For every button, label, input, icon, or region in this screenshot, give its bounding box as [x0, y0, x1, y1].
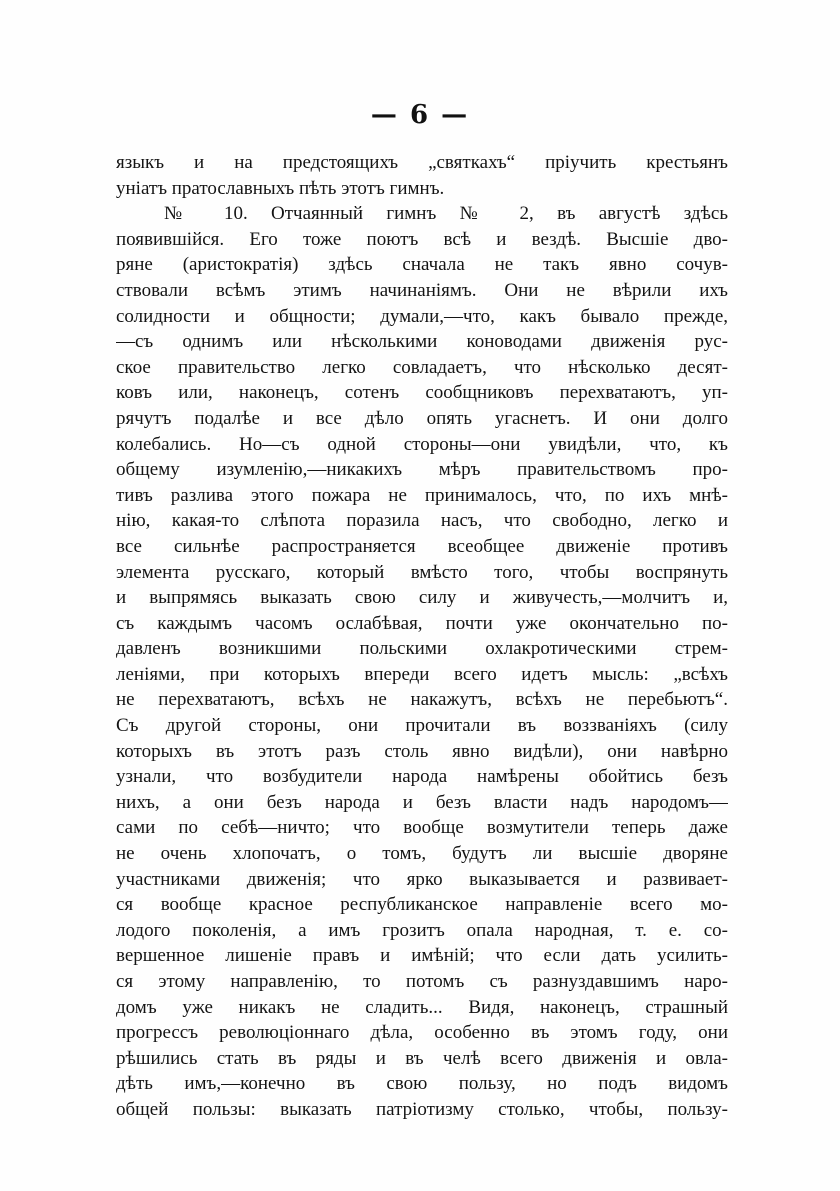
- text-line: участниками движенія; что ярко выказывается и развивает-: [116, 868, 728, 890]
- text-line: ся вообще красное республиканское направленіе всего мо-: [116, 894, 728, 916]
- text-line: ское правительство легко совладаетъ, что нѣсколько десят-: [116, 356, 728, 378]
- text-line: солидности и общности; думали,—что, какъ бывало прежде,: [116, 305, 728, 327]
- text-line: рѣшились стать въ ряды и въ челѣ всего движенія и овла-: [116, 1047, 728, 1069]
- text-line: съ каждымъ часомъ ослабѣвая, почти уже окончательно по-: [116, 612, 728, 634]
- body-text: [116, 150, 728, 1123]
- text-line: языкъ и на предстоящихъ „святкахъ“ пріучить крестьянъ: [116, 152, 728, 173]
- text-line: общему изумленію,—никакихъ мѣръ правительствомъ про-: [116, 459, 728, 481]
- text-line: элемента русскаго, который вмѣсто того, чтобы воспрянуть: [116, 561, 728, 583]
- text-line: ся этому направленію, то потомъ съ разнуздавшимъ наро-: [116, 971, 728, 992]
- text-line: ковъ или, наконецъ, сотенъ сообщниковъ перехватаютъ, уп-: [116, 382, 728, 404]
- text-line: которыхъ въ этотъ разъ столь явно видѣли), они навѣрно: [116, 740, 728, 762]
- text-line: вершенное лишеніе правъ и имѣній; что если дать усилить-: [116, 945, 728, 967]
- text-line: прогрессъ революціоннаго дѣла, особенно въ этомъ году, они: [116, 1022, 728, 1044]
- text-line: дѣть имъ,—конечно въ свою пользу, но подъ видомъ: [116, 1073, 728, 1095]
- text-line: рячутъ подалѣе и все дѣло опять угаснетъ. И они долго: [116, 407, 728, 429]
- text-line: сами по себѣ—ничто; что вообще возмутители теперь даже: [116, 817, 728, 839]
- text-line: не очень хлопочатъ, о томъ, будутъ ли высшіе дворяне: [116, 843, 728, 865]
- text-line: появившійся. Его тоже поютъ всѣ и вездѣ. Высшіе дво-: [116, 228, 728, 250]
- text-line: ствовали всѣмъ этимъ начинаніямъ. Они не вѣрили ихъ: [116, 279, 728, 301]
- text-line: Съ другой стороны, они прочитали въ воззваніяхъ (силу: [116, 715, 728, 737]
- text-line: тивъ разлива этого пожара не принималось, что, по ихъ мнѣ-: [116, 484, 728, 506]
- text-line: леніями, при которыхъ впереди всего идетъ мысль: „всѣхъ: [116, 663, 728, 685]
- text-line: не перехватаютъ, всѣхъ не накажутъ, всѣхъ не перебьютъ“.: [116, 689, 728, 711]
- text-line: все сильнѣе распространяется всеобщее движеніе противъ: [116, 535, 728, 557]
- text-line: № 10. Отчаянный гимнъ № 2, въ августѣ здѣсь: [164, 203, 728, 225]
- text-line: общей пользы: выказать патріотизму столько, чтобы, пользу-: [116, 1098, 728, 1120]
- text-line: колебались. Но—съ одной стороны—они увидѣли, что, къ: [116, 433, 728, 455]
- page-number: — 6 —: [370, 100, 470, 130]
- text-line: —съ однимъ или нѣсколькими коноводами движенія рус-: [116, 331, 728, 353]
- text-line: узнали, что возбудители народа намѣрены обойтись безъ: [116, 766, 728, 788]
- text-line: домъ уже никакъ не сладить... Видя, наконецъ, страшный: [116, 996, 728, 1018]
- text-line: и выпрямясь выказать свою силу и живучесть,—молчитъ и,: [116, 587, 728, 609]
- text-line: лодого поколенія, а имъ грозитъ опала народная, т. е. со-: [116, 919, 728, 941]
- text-line: нію, какая-то слѣпота поразила насъ, что свободно, легко и: [116, 510, 728, 532]
- text-line: ряне (аристократія) здѣсь сначала не такъ явно сочув-: [116, 254, 728, 276]
- text-line: давленъ возникшими польскими охлакротическими стрем-: [116, 638, 728, 660]
- text-line: нихъ, а они безъ народа и безъ власти надъ народомъ—: [116, 791, 728, 813]
- text-line: уніатъ пратославныхъ пѣть этотъ гимнъ.: [116, 177, 445, 199]
